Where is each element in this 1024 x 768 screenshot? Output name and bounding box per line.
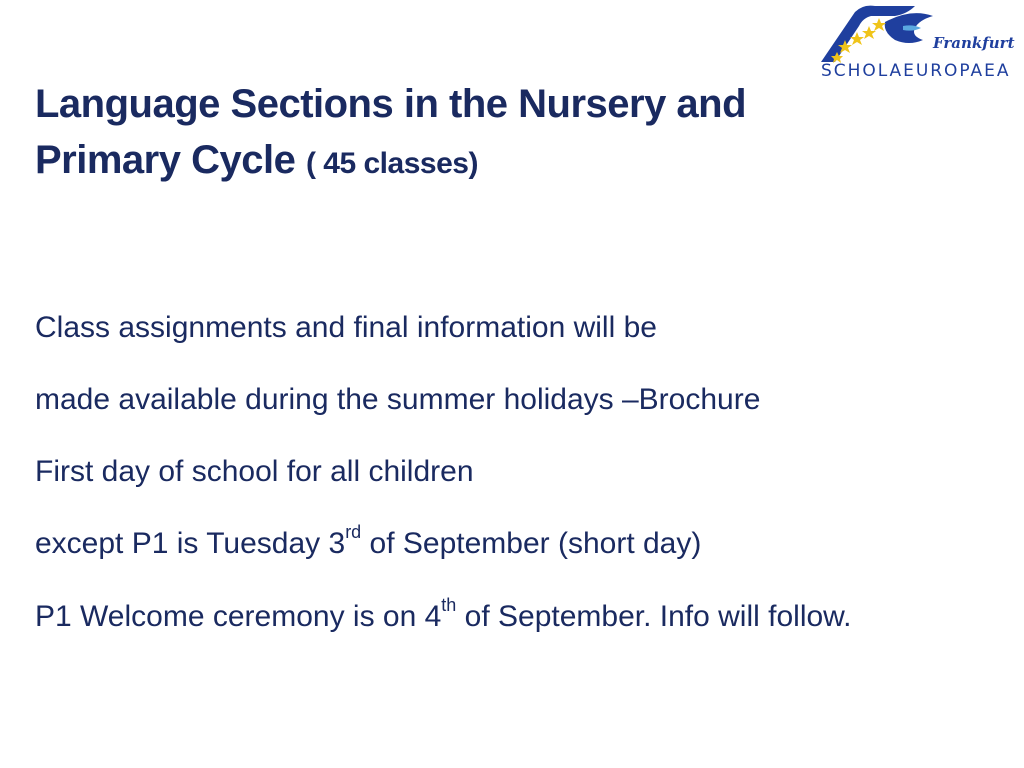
body-line-3: First day of school for all children	[35, 455, 474, 488]
schola-europaea-logo	[815, 2, 1015, 80]
body-line-4	[35, 522, 995, 566]
body-line-4-pre: except P1 is Tuesday 3	[35, 527, 346, 560]
slide-title	[35, 76, 835, 192]
body-line-1: Class assignments and final information will be	[35, 311, 657, 344]
body-line-4-post: of September (short day)	[361, 527, 702, 560]
body-line-5-post: of September. Info will follow.	[456, 600, 852, 633]
logo-city-text: Frankfurt	[933, 34, 1015, 52]
body-line-5-pre: P1 Welcome ceremony is on 4	[35, 600, 442, 633]
title-main: Language Sections in the Nursery and Primary Cycle	[35, 82, 747, 182]
body-line-2: made available during the summer holidays –Brochure	[35, 383, 761, 416]
body-line-5	[35, 594, 995, 640]
body-line-5-sup: th	[441, 595, 457, 615]
body-line-4-sup: rd	[345, 522, 362, 542]
slide-body	[35, 306, 995, 668]
logo-school-text: SCHOLAEUROPAEA	[821, 61, 1009, 80]
title-subtitle: ( 45 classes)	[305, 147, 478, 180]
